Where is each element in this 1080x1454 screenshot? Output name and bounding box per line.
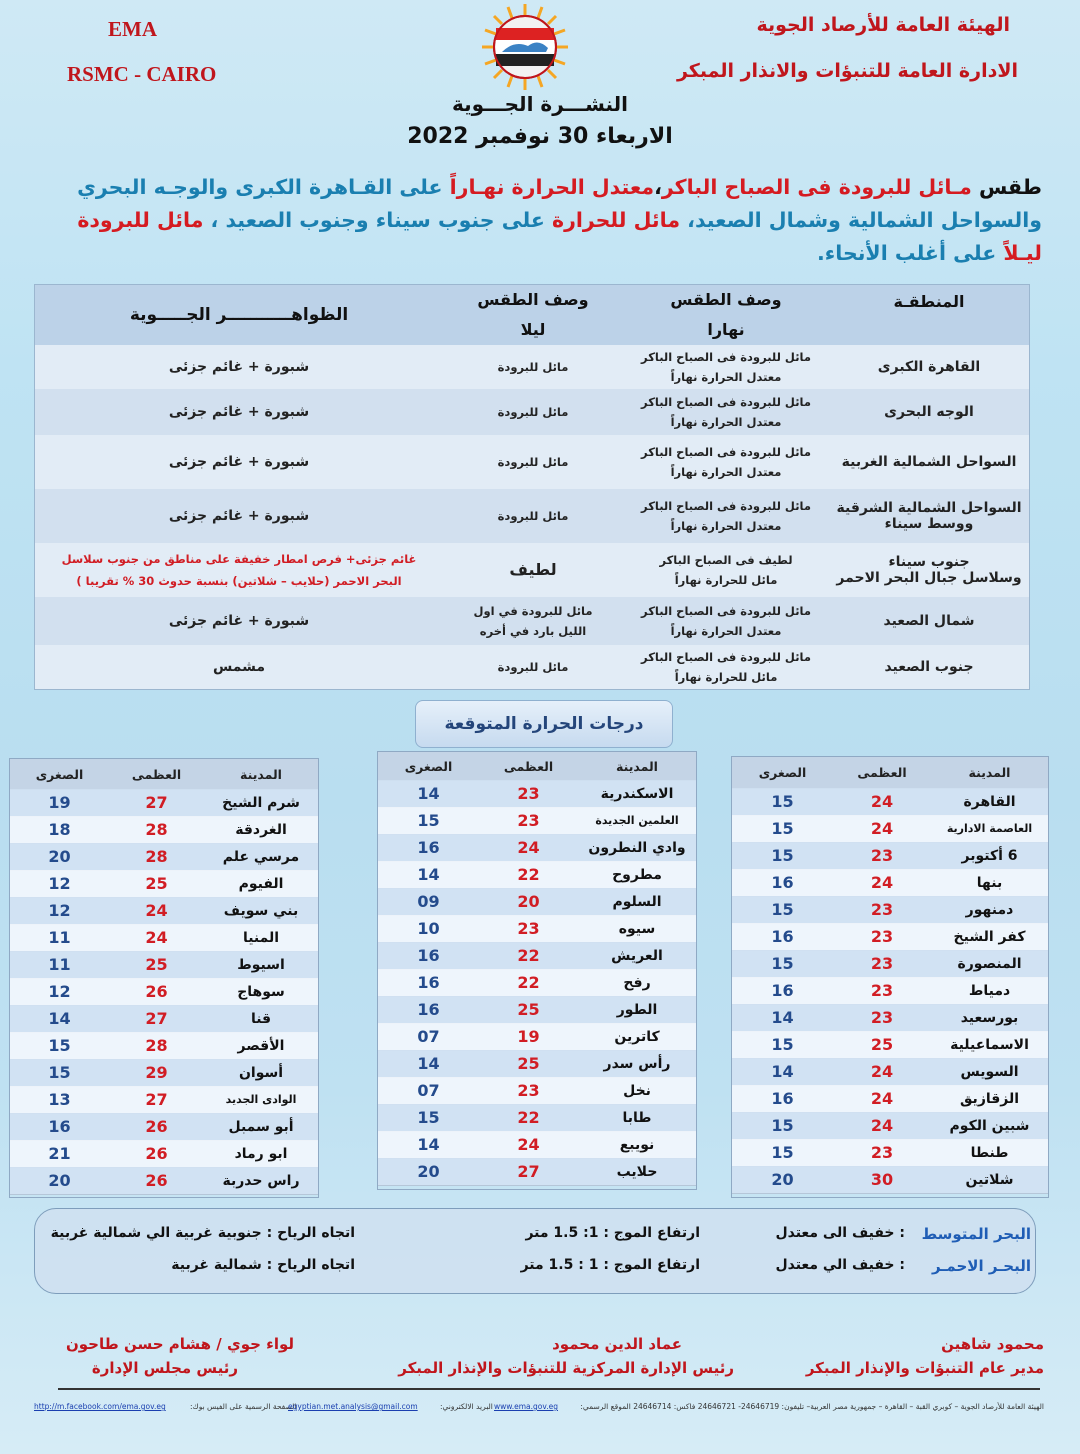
max-temp: 22 <box>517 1108 540 1127</box>
red-sea-label: البحـر الاحمـر <box>931 1257 1031 1275</box>
min-temp: 15 <box>417 1108 440 1127</box>
city-name: سيوه <box>618 920 656 937</box>
max-temp: 25 <box>145 874 168 893</box>
red-sea-wind: اتجاه الرياح : شمالية غربية <box>171 1257 355 1273</box>
region-name: جنوب سيناء وسلاسل جبال البحر الاحمر <box>836 554 1022 586</box>
region-name: القاهرة الكبرى <box>877 359 981 375</box>
city-name: الوادى الجديد <box>225 1093 297 1106</box>
min-temp: 20 <box>48 1171 71 1190</box>
city-name: رفح <box>623 974 651 991</box>
ema-label: EMA <box>108 17 157 41</box>
bulletin-title: النشـــرة الجـــوية <box>451 92 629 116</box>
temp-row <box>10 1086 318 1114</box>
min-temp: 14 <box>417 784 440 803</box>
city-name: رأس سدر <box>603 1055 671 1072</box>
temp-row <box>378 996 696 1024</box>
max-temp: 25 <box>517 1054 540 1073</box>
header-day: وصف الطقس نهارا <box>670 290 782 339</box>
temp-row <box>732 815 1048 843</box>
temp-table-header <box>10 759 318 790</box>
max-temp: 23 <box>870 900 894 919</box>
footer-address: الهيئة العامة للأرصاد الجوية – كوبري القبة – القاهرة – جمهورية مصر العربية– تليفون: 24646719- 24646721 فاكس: 24646714 الموقع الرسمي: <box>580 1402 1044 1411</box>
city-name: العلمين الجديدة <box>595 814 679 827</box>
red-sea-state: : خفيف الي معتدل <box>775 1257 905 1273</box>
temp-row <box>732 1031 1048 1059</box>
city-name: شرم الشيخ <box>222 794 300 811</box>
max-temp: 23 <box>517 919 540 938</box>
temperatures-title: درجات الحرارة المتوقعة <box>415 700 673 748</box>
temp-row <box>732 1058 1048 1086</box>
signature-1-name: محمود شاهين <box>941 1335 1044 1353</box>
temp-row <box>378 807 696 835</box>
region-weather-table <box>34 284 1030 690</box>
min-temp: 21 <box>48 1144 71 1163</box>
min-temp: 20 <box>417 1162 440 1181</box>
region-name: الوجه البحرى <box>884 404 974 420</box>
col-city: المدينة <box>616 758 658 774</box>
temp-row <box>732 1112 1048 1140</box>
max-temp: 23 <box>870 954 894 973</box>
phenomena: شبورة + غائم جزئى <box>168 508 310 524</box>
min-temp: 11 <box>48 955 71 974</box>
temp-row <box>378 834 696 862</box>
night-description: مائل للبرودة <box>497 509 569 523</box>
min-temp: 16 <box>417 973 440 992</box>
city-name: شبين الكوم <box>949 1117 1030 1134</box>
max-temp: 19 <box>517 1027 540 1046</box>
authority-name: الهيئة العامة للأرصاد الجوية <box>756 14 1010 36</box>
city-name: المنصورة <box>957 955 1022 972</box>
max-temp: 22 <box>517 973 540 992</box>
city-name: ابو رماد <box>234 1145 288 1162</box>
max-temp: 24 <box>870 1089 894 1108</box>
temp-row <box>10 1032 318 1060</box>
min-temp: 14 <box>417 865 440 884</box>
city-name: 6 أكتوبر <box>961 847 1018 864</box>
min-temp: 09 <box>417 892 440 911</box>
min-temp: 14 <box>48 1009 71 1028</box>
min-temp: 20 <box>48 847 71 866</box>
max-temp: 23 <box>870 927 894 946</box>
min-temp: 18 <box>48 820 71 839</box>
max-temp: 24 <box>517 1135 540 1154</box>
region-row <box>35 489 1029 544</box>
min-temp: 12 <box>48 874 71 893</box>
city-name: دمياط <box>968 982 1011 999</box>
temp-row <box>732 1166 1048 1194</box>
phenomena: شبورة + غائم جزئى <box>168 404 310 420</box>
max-temp: 25 <box>145 955 168 974</box>
region-name: السواحل الشمالية الغربية <box>841 454 1017 470</box>
city-name: نخل <box>623 1082 651 1099</box>
temp-table-header <box>732 757 1048 789</box>
min-temp: 15 <box>771 900 794 919</box>
city-name: اسيوط <box>237 956 285 973</box>
phenomena: شبورة + غائم جزئى <box>168 359 310 375</box>
min-temp: 12 <box>48 982 71 1001</box>
temp-row <box>378 1050 696 1078</box>
city-name: طنطا <box>970 1144 1009 1161</box>
max-temp: 24 <box>870 792 894 811</box>
temp-row <box>378 861 696 889</box>
med-sea-state: : خفيف الى معتدل <box>775 1225 905 1241</box>
phenomena: غائم جزئى+ فرص امطار خفيفة على مناطق من جنوب سلاسل البحر الاحمر (حلايب – شلاتين) بنسبة حدوث 30 % تقريبا ) <box>61 552 417 588</box>
temp-row <box>10 843 318 871</box>
phenomena: شبورة + غائم جزئى <box>168 454 310 470</box>
max-temp: 25 <box>870 1035 894 1054</box>
max-temp: 22 <box>517 865 540 884</box>
min-temp: 16 <box>771 1089 794 1108</box>
min-temp: 14 <box>771 1008 794 1027</box>
min-temp: 12 <box>48 901 71 920</box>
min-temp: 16 <box>771 873 794 892</box>
city-name: القاهرة <box>963 793 1016 810</box>
weather-summary: طقس مـائل للبرودة فى الصباح الباكر،معتدل الحرارة نهـاراً على القـاهرة الكبرى والوجـه البحري والسواحل الشمالية وشمال الصعيد، مائل للحرارة على جنوب سيناء وجنوب الصعيد ، مائل للبرودة ليـلاً على أغلب الأنحاء. <box>77 175 1042 265</box>
max-temp: 28 <box>145 820 168 839</box>
temp-row <box>378 915 696 943</box>
day-description: مائل للبرودة فى الصباح الباكر مائل للحرارة نهاراً <box>641 650 811 684</box>
temp-row <box>10 870 318 898</box>
temp-row <box>378 1131 696 1159</box>
temp-row <box>378 1023 696 1051</box>
city-name: قنا <box>250 1010 272 1027</box>
rsmc-label: RSMC - CAIRO <box>67 62 217 86</box>
red-sea-wave: ارتفاع الموج : 1 : 1.5 متر <box>520 1257 700 1273</box>
day-description: مائل للبرودة فى الصباح الباكر معتدل الحرارة نهاراً <box>641 499 811 533</box>
temp-row <box>10 978 318 1006</box>
header-region: المنطقـة <box>893 292 965 311</box>
phenomena: شبورة + غائم جزئى <box>168 613 310 629</box>
city-name: العاصمة الادارية <box>946 822 1033 835</box>
footer-website-link[interactable]: www.ema.gov.eg <box>494 1402 558 1411</box>
max-temp: 26 <box>145 1171 168 1190</box>
night-description: مائل للبرودة في اول الليل بارد في أخره <box>473 604 593 638</box>
city-name: أبو سمبل <box>228 1118 294 1135</box>
max-temp: 24 <box>145 901 168 920</box>
max-temp: 27 <box>145 793 168 812</box>
min-temp: 16 <box>771 981 794 1000</box>
temp-table-header <box>378 752 696 781</box>
max-temp: 24 <box>870 873 894 892</box>
max-temp: 26 <box>145 982 168 1001</box>
sea-state-box <box>34 1208 1036 1294</box>
max-temp: 27 <box>145 1090 168 1109</box>
city-name: سوهاج <box>237 983 285 1000</box>
city-name: راس حدربة <box>222 1172 300 1189</box>
min-temp: 15 <box>771 1035 794 1054</box>
min-temp: 15 <box>771 846 794 865</box>
min-temp: 07 <box>417 1027 440 1046</box>
min-temp: 20 <box>771 1170 794 1189</box>
city-name: المنيا <box>242 929 280 946</box>
max-temp: 27 <box>517 1162 540 1181</box>
min-temp: 16 <box>417 838 440 857</box>
col-max: العظمى <box>131 766 182 782</box>
col-city: المدينة <box>240 766 282 782</box>
max-temp: 23 <box>517 784 540 803</box>
min-temp: 16 <box>771 927 794 946</box>
min-temp: 15 <box>48 1036 71 1055</box>
max-temp: 24 <box>145 928 168 947</box>
footer-facebook-link[interactable]: http://m.facebook.com/ema.gov.eg <box>34 1402 166 1411</box>
city-name: شلاتين <box>965 1171 1014 1188</box>
min-temp: 16 <box>417 946 440 965</box>
city-name: حلايب <box>616 1163 658 1180</box>
city-name: الزقازيق <box>959 1090 1020 1107</box>
phenomena: مشمس <box>212 659 266 675</box>
region-row <box>35 435 1029 490</box>
max-temp: 20 <box>517 892 540 911</box>
min-temp: 15 <box>771 1143 794 1162</box>
max-temp: 24 <box>517 838 540 857</box>
temp-row <box>378 1104 696 1132</box>
min-temp: 11 <box>48 928 71 947</box>
city-name: دمنهور <box>965 901 1014 918</box>
temp-row <box>732 977 1048 1005</box>
city-name: الاسماعيلية <box>950 1036 1029 1053</box>
temp-table-left <box>9 758 319 1198</box>
med-sea-wave: ارتفاع الموج : 1: 1.5 متر <box>525 1225 700 1241</box>
temp-row <box>732 788 1048 816</box>
max-temp: 27 <box>145 1009 168 1028</box>
max-temp: 28 <box>145 1036 168 1055</box>
day-description: لطيف فى الصباح الباكر مائل للحرارة نهاراً <box>659 553 793 587</box>
night-description: مائل للبرودة <box>497 405 569 419</box>
signature-3-title: رئيس مجلس الإدارة <box>91 1359 238 1377</box>
temp-row <box>378 1077 696 1105</box>
max-temp: 28 <box>145 847 168 866</box>
temp-row <box>732 923 1048 951</box>
max-temp: 24 <box>870 1116 894 1135</box>
min-temp: 15 <box>48 1063 71 1082</box>
max-temp: 23 <box>517 811 540 830</box>
temp-row <box>10 924 318 952</box>
max-temp: 23 <box>870 981 894 1000</box>
city-name: بني سويف <box>223 902 299 919</box>
temp-row <box>10 1140 318 1168</box>
city-name: مطروح <box>612 866 662 883</box>
city-name: طابا <box>622 1109 652 1126</box>
max-temp: 29 <box>145 1063 168 1082</box>
max-temp: 26 <box>145 1117 168 1136</box>
region-row <box>35 389 1029 436</box>
min-temp: 13 <box>48 1090 71 1109</box>
temp-row <box>10 816 318 844</box>
max-temp: 23 <box>870 1143 894 1162</box>
temp-row <box>10 1167 318 1195</box>
min-temp: 10 <box>417 919 440 938</box>
city-name: الفيوم <box>238 875 284 892</box>
region-table-header <box>35 285 1029 346</box>
temp-row <box>378 1158 696 1186</box>
region-name: جنوب الصعيد <box>884 659 974 675</box>
footer-email-label: البريد الالكتروني: <box>440 1402 493 1411</box>
col-min: الصغرى <box>404 758 453 774</box>
max-temp: 23 <box>870 1008 894 1027</box>
max-temp: 23 <box>517 1081 540 1100</box>
max-temp: 22 <box>517 946 540 965</box>
city-name: مرسي علم <box>222 848 300 865</box>
min-temp: 15 <box>771 1116 794 1135</box>
night-description: مائل للبرودة <box>497 455 569 469</box>
min-temp: 14 <box>417 1054 440 1073</box>
footer-email-link[interactable]: egyptian.met.analysis@gmail.com <box>288 1402 418 1411</box>
temp-row <box>732 896 1048 924</box>
city-name: وادي النطرون <box>588 839 686 856</box>
temp-row <box>732 950 1048 978</box>
col-max: العظمى <box>857 765 907 780</box>
temp-row <box>10 897 318 925</box>
med-sea-label: البحر المتوسط <box>921 1225 1031 1243</box>
temp-row <box>10 1059 318 1087</box>
min-temp: 14 <box>771 1062 794 1081</box>
day-description: مائل للبرودة فى الصباح الباكر معتدل الحرارة نهاراً <box>641 350 811 384</box>
temp-row <box>10 789 318 817</box>
min-temp: 15 <box>771 954 794 973</box>
temp-row <box>732 1139 1048 1167</box>
day-description: مائل للبرودة فى الصباح الباكر معتدل الحرارة نهاراً <box>641 445 811 479</box>
col-min: الصغرى <box>35 766 84 782</box>
min-temp: 16 <box>417 1000 440 1019</box>
temp-row <box>732 842 1048 870</box>
col-min: الصغرى <box>758 765 807 780</box>
med-sea-wind: اتجاه الرياح : جنوبية غربية الي شمالية غربية <box>50 1225 355 1241</box>
min-temp: 19 <box>48 793 71 812</box>
min-temp: 15 <box>771 792 794 811</box>
col-city: المدينة <box>968 765 1011 780</box>
footer-fb-label: الصفحة الرسمية على الفيس بوك: <box>190 1402 297 1411</box>
day-description: مائل للبرودة فى الصباح الباكر معتدل الحرارة نهاراً <box>641 395 811 429</box>
day-description: مائل للبرودة فى الصباح الباكر معتدل الحرارة نهاراً <box>641 604 811 638</box>
city-name: الطور <box>616 1001 658 1018</box>
city-name: نويبع <box>619 1136 655 1153</box>
max-temp: 30 <box>870 1170 894 1189</box>
city-name: كفر الشيخ <box>953 928 1026 945</box>
temp-row <box>10 1113 318 1141</box>
city-name: السلوم <box>612 893 662 910</box>
max-temp: 26 <box>145 1144 168 1163</box>
city-name: العريش <box>611 947 663 964</box>
min-temp: 16 <box>48 1117 71 1136</box>
temp-row <box>732 1085 1048 1113</box>
min-temp: 14 <box>417 1135 440 1154</box>
min-temp: 15 <box>771 819 794 838</box>
temp-row <box>378 888 696 916</box>
footer-divider <box>58 1388 1040 1390</box>
city-name: الغردقة <box>235 821 287 838</box>
city-name: أسوان <box>238 1064 284 1081</box>
night-description: مائل للبرودة <box>497 360 569 374</box>
city-name: بورسعيد <box>960 1009 1019 1026</box>
min-temp: 15 <box>417 811 440 830</box>
signature-2-name: عماد الدين محمود <box>552 1335 682 1353</box>
ema-logo <box>480 2 570 92</box>
temp-table-middle <box>377 751 697 1190</box>
temp-row <box>10 1005 318 1033</box>
header-phenomena: الظواهـــــــــــر الجـــــوية <box>129 305 349 325</box>
region-row <box>35 543 1029 598</box>
region-name: السواحل الشمالية الشرقية ووسط سيناء <box>836 500 1022 532</box>
max-temp: 24 <box>870 819 894 838</box>
city-name: كاترين <box>614 1028 660 1045</box>
temp-row <box>378 780 696 808</box>
min-temp: 07 <box>417 1081 440 1100</box>
city-name: الأقصر <box>237 1037 285 1054</box>
signature-3-name: لواء جوي / هشام حسن طاحون <box>65 1335 294 1353</box>
signature-2-title: رئيس الإدارة المركزية للتنبؤات والإنذار المبكر <box>398 1359 734 1377</box>
temp-row <box>732 1004 1048 1032</box>
temp-table-right <box>731 756 1049 1198</box>
temp-row <box>378 969 696 997</box>
city-name: السويس <box>960 1063 1019 1080</box>
temp-row <box>10 951 318 979</box>
header-night: وصف الطقس ليلا <box>477 290 589 339</box>
temp-row <box>378 942 696 970</box>
region-row <box>35 345 1029 390</box>
signature-1-title: مدير عام التنبؤات والإنذار المبكر <box>805 1359 1044 1377</box>
max-temp: 25 <box>517 1000 540 1019</box>
temp-row <box>732 869 1048 897</box>
bulletin-date: الاربعاء 30 نوفمبر 2022 <box>407 124 673 149</box>
department-name: الادارة العامة للتنبؤات والانذار المبكر <box>676 60 1018 82</box>
city-name: بنها <box>976 874 1003 891</box>
region-name: شمال الصعيد <box>883 613 975 629</box>
city-name: الاسكندرية <box>600 785 674 802</box>
night-description: مائل للبرودة <box>497 660 569 674</box>
night-description: لطيف <box>509 560 557 579</box>
region-row <box>35 597 1029 646</box>
col-max: العظمى <box>503 758 554 774</box>
max-temp: 23 <box>870 846 894 865</box>
region-row <box>35 645 1029 690</box>
max-temp: 24 <box>870 1062 894 1081</box>
